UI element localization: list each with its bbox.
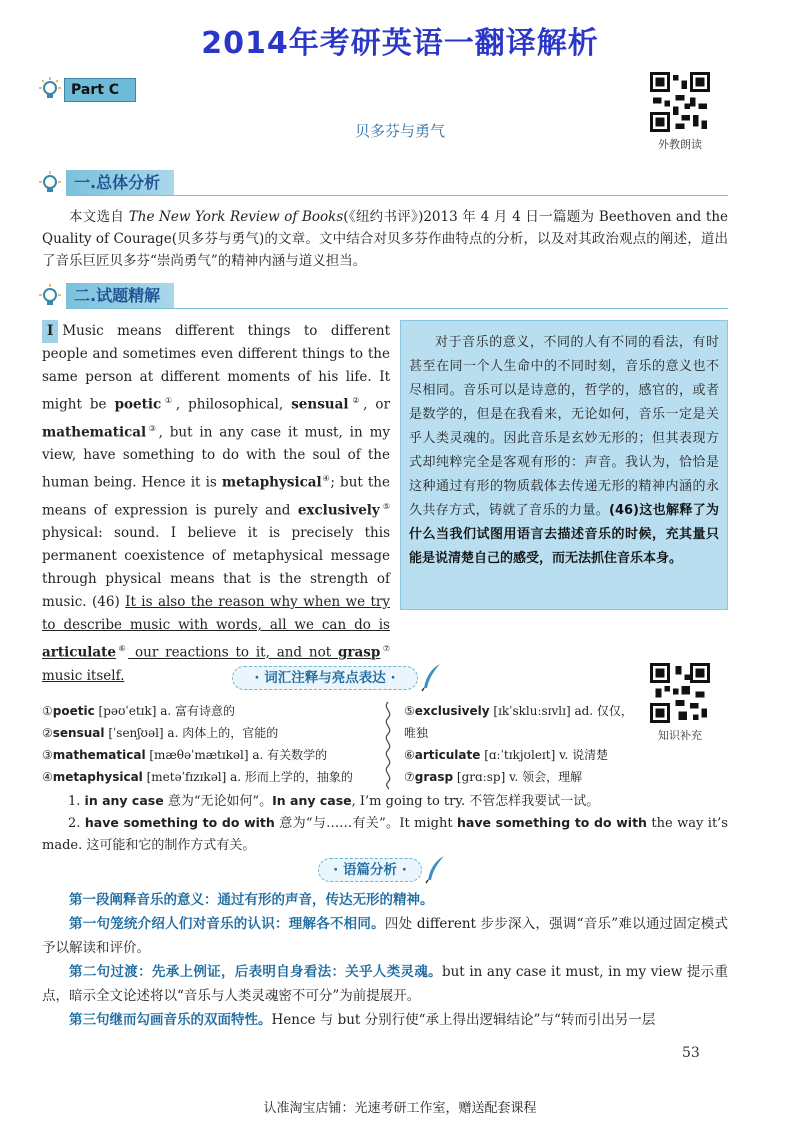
section-heading-overview: 一.总体分析: [66, 170, 160, 196]
spiral-divider: [380, 700, 396, 790]
usage-note-2: 2. have something to do with 意为“与……有关”。It might have something to do with the way it’s made. 这可能和它的制作方式有关。: [42, 815, 728, 853]
vocab-item: ④metaphysical [metəˈfɪzɪkəl] a. 形而上学的，抽象的: [42, 770, 353, 784]
analysis-line-4: 第三句继而勾画音乐的双面特性。Hence 与 but 分别行使“承上得出逻辑结论”与“转而引出另一层: [69, 1012, 656, 1028]
qr-label-reading: 外教朗读: [658, 138, 702, 151]
analysis-line-1: 第一段阐释音乐的意义：通过有形的声音，传达无形的精神。: [69, 892, 434, 908]
lightbulb-icon: [36, 170, 64, 198]
section-divider: [66, 195, 728, 196]
vocab-heading: · 词汇注释与亮点表达 ·: [232, 666, 418, 690]
quill-pen-icon: [420, 662, 444, 696]
section-divider: [66, 308, 728, 309]
overview-paragraph: 本文选自 The New York Review of Books(《纽约书评》)2013 年 4 月 4 日一篇题为 Beethoven and the Quality of Courage(贝多芬与勇气)的文章。文中结合对贝多芬作曲特点的分析，以及对其政治观点的阐述，道出了音乐巨匠贝多芬“崇尚勇气”的精神内涵与道义担当。: [42, 209, 729, 269]
chinese-translation-box: 对于音乐的意义，不同的人有不同的看法，有时甚至在同一个人生命中的不同时刻，音乐的意义也不尽相同。音乐可以是诗意的，哲学的，感官的，或者是数学的，但是在我看来，无论如何，音乐一定是关乎人类灵魂的。因此音乐是玄妙无形的；但其表现方式却纯粹完全是客观有形的：声音。我认为，恰恰是这种通过有形的物质载体去传递无形的精神内涵的永久共存方式，铸就了音乐的力量。(46)这也解释了为什么当我们试图用语言去描述音乐的时候，充其量只能是说清楚自己的感受，而无法抓住音乐本身。: [400, 320, 728, 610]
qr-label-vocab: 知识补充: [658, 729, 702, 742]
vocab-item: ③mathematical [mæθəˈmætɪkəl] a. 有关数学的: [42, 748, 328, 762]
section-heading-questions: 二.试题精解: [66, 283, 160, 309]
vocab-item: ①poetic [pəʊˈetɪk] a. 富有诗意的: [42, 704, 236, 718]
qr-code-vocab[interactable]: [650, 663, 710, 723]
vocab-item: ⑤exclusively [ɪkˈskluːsɪvlɪ] ad. 仅仅，: [404, 704, 633, 718]
lightbulb-icon: [36, 283, 64, 311]
lightbulb-icon: [36, 76, 64, 104]
vocab-item: ⑦grasp [grɑːsp] v. 领会，理解: [404, 770, 583, 784]
analysis-line-3: 第二句过渡：先承上例证，后表明自身看法：关乎人类灵魂。but in any case it must, in my view 提示重点，暗示全文论述将以“音乐与人类灵魂密不可分”为前提展开。: [42, 964, 728, 1004]
vocab-list-left: [42, 700, 382, 788]
usage-note-1: 1. in any case 意为“无论如何”。In any case, I’m going to try. 不管怎样我要试一试。: [68, 793, 600, 809]
english-passage: Ⅰ Music means different things to different people and sometimes even different things to the same person at different moments of his life. It might be poetic①, philosophical, sensual②, or mathematical③, but in any case it must, in my view, have something to do with the soul of the human being. Hence it is metaphysical④; but the means of expression is purely and exclusively⑤ physical: sound. I believe it is precisely this permanent coexistence of metaphysical message through physical means that is the strength of music. (46) It is also the reason why when we try to describe music with words, all we can do is articulate⑥ our reactions to it, and not grasp⑦ music itself.: [42, 320, 390, 688]
page-number: 53: [682, 1045, 700, 1061]
article-title: 贝多芬与勇气: [354, 122, 445, 140]
vocab-item: ⑥articulate [ɑːˈtɪkjʊleɪt] v. 说清楚: [404, 748, 609, 762]
document-title: 2014年考研英语一翻译解析: [201, 26, 599, 61]
part-label: Part C: [64, 78, 136, 102]
vocab-item: ②sensual [ˈsenʃʊəl] a. 肉体上的，官能的: [42, 726, 279, 740]
footer-note: 认准淘宝店铺：光速考研工作室，赠送配套课程: [263, 1101, 537, 1116]
analysis-heading: · 语篇分析 ·: [318, 858, 422, 882]
analysis-line-2: 第一句笼统介绍人们对音乐的认识：理解各不相同。四处 different 步步深入，强调“音乐”难以通过固定模式予以解读和评价。: [42, 916, 728, 956]
quill-pen-icon: [424, 854, 448, 888]
vocab-list-right: [404, 700, 644, 788]
vocab-item: 唯独: [404, 726, 429, 740]
